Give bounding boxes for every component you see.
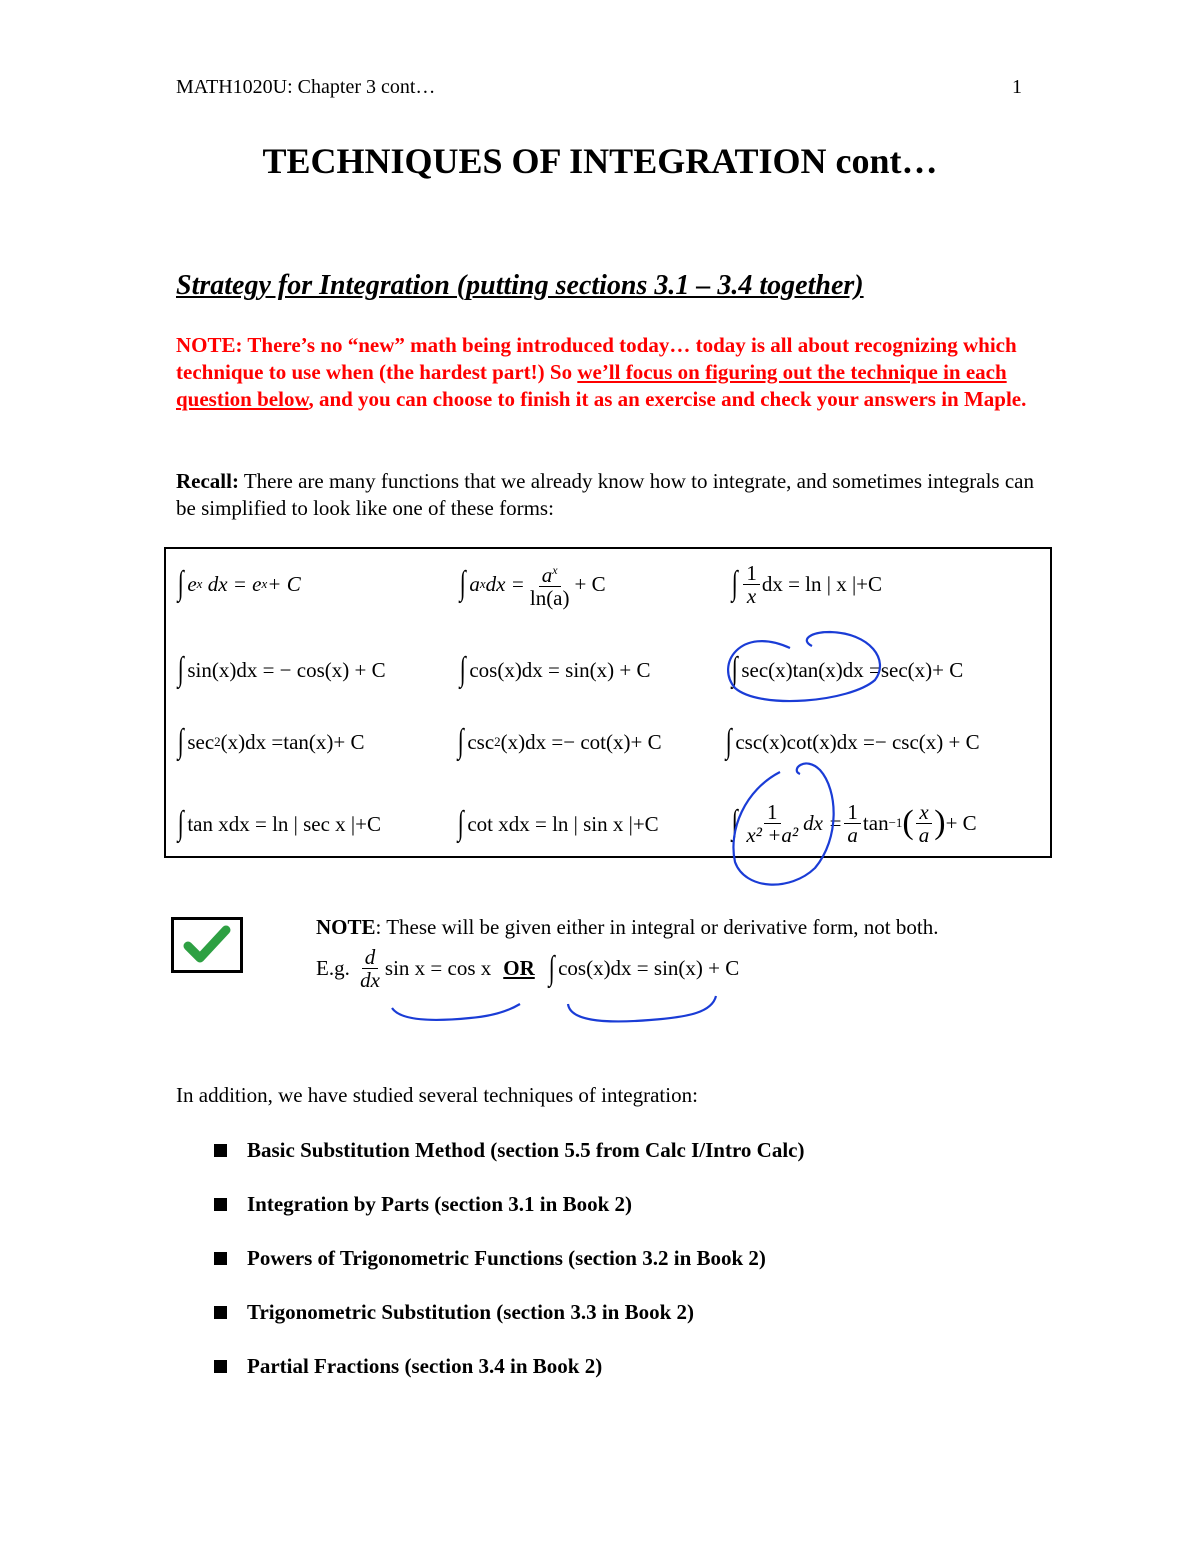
page-number: 1 (1012, 76, 1022, 98)
section-title: Strategy for Integration (putting sections 3.1 – 3.4 together) (176, 270, 864, 301)
note-part2: , and you can choose to finish it as an exercise and check your answers in Maple. (308, 387, 1027, 411)
formula-sin: ∫ sin(x)dx = − cos(x) + C (177, 651, 386, 688)
formula-csc2: ∫ csc 2 (x)dx =− cot(x)+ C (457, 723, 662, 760)
in-addition-text: In addition, we have studied several techniques of integration: (176, 1083, 698, 1107)
formula-cot: ∫ cot xdx = ln | sin x |+C (457, 805, 659, 842)
example-line: E.g. $\frac{d}{dx}$ sin x = cos x OR ∫ cos(x)dx = sin(x) + C (316, 945, 740, 992)
ink-underline-derivative (392, 1004, 520, 1020)
bullet-icon (214, 1252, 227, 1265)
formula-arctan: ∫ $\frac{1}{\text{x² +a²}}$ dx = $\frac{1}{a}$ tan −1 ( $\frac{x}{a}$ ) + C (731, 799, 977, 847)
formula-sec-tan: ∫ sec(x)tan(x)dx =sec(x)+ C (731, 651, 964, 688)
bullet-icon (214, 1144, 227, 1157)
technique-item: Powers of Trigonometric Functions (section 3.2 in Book 2) (214, 1246, 766, 1271)
recall-text: There are many functions that we already know how to integrate, and sometimes integrals can be simplified to look like one of these forms: (176, 469, 1035, 520)
example-integral: cos(x)dx = sin(x) + C (558, 956, 740, 980)
recall-label: Recall: (176, 469, 239, 493)
bullet-icon (214, 1360, 227, 1373)
red-note (176, 332, 1056, 413)
formula-1-over-x: ∫ $\frac{1}{x}$ dx = ln | x |+C (731, 560, 883, 608)
eg-label: E.g. (316, 956, 350, 980)
formula-cos: ∫ cos(x)dx = sin(x) + C (459, 651, 651, 688)
formula-tan: ∫ tan xdx = ln | sec x |+C (177, 805, 381, 842)
technique-item: Basic Substitution Method (section 5.5 from Calc I/Intro Calc) (214, 1138, 804, 1163)
note-underlined: we’ll focus on figuring out the technique in each question below (176, 360, 1007, 411)
technique-item: Integration by Parts (section 3.1 in Book 2) (214, 1192, 632, 1217)
page-title: TECHNIQUES OF INTEGRATION cont… (262, 141, 938, 181)
note2-text: : These will be given either in integral or derivative form, not both. (375, 915, 939, 939)
formula-exp: ∫ e x dx = e x + C (177, 565, 301, 602)
example-derivative: sin x = cos x (384, 956, 492, 980)
note2-label: NOTE (316, 915, 376, 939)
bullet-icon (214, 1198, 227, 1211)
or-label: OR (503, 956, 535, 980)
note-part1: NOTE: There’s no “new” math being introduced today… today is all about recognizing which technique to use when (the hardest part!) So (176, 333, 1017, 384)
checkmark-box (171, 917, 243, 973)
bullet-icon (214, 1306, 227, 1319)
formula-sec2: ∫ sec 2 (x)dx =tan(x)+ C (177, 723, 365, 760)
technique-item: Partial Fractions (section 3.4 in Book 2) (214, 1354, 602, 1379)
ink-underline-integral (568, 996, 716, 1021)
formula-ax: ∫ a x dx = $\frac{a^x}{\ln(a)}$ + C (458, 556, 606, 612)
formula-csc-cot: ∫ csc(x)cot(x)dx =− csc(x) + C (725, 723, 980, 760)
derivative-note (316, 915, 938, 940)
recall-paragraph (176, 468, 1056, 522)
technique-item: Trigonometric Substitution (section 3.3 in Book 2) (214, 1300, 694, 1325)
running-header: MATH1020U: Chapter 3 cont… (176, 76, 436, 98)
checkmark-icon (174, 920, 240, 970)
